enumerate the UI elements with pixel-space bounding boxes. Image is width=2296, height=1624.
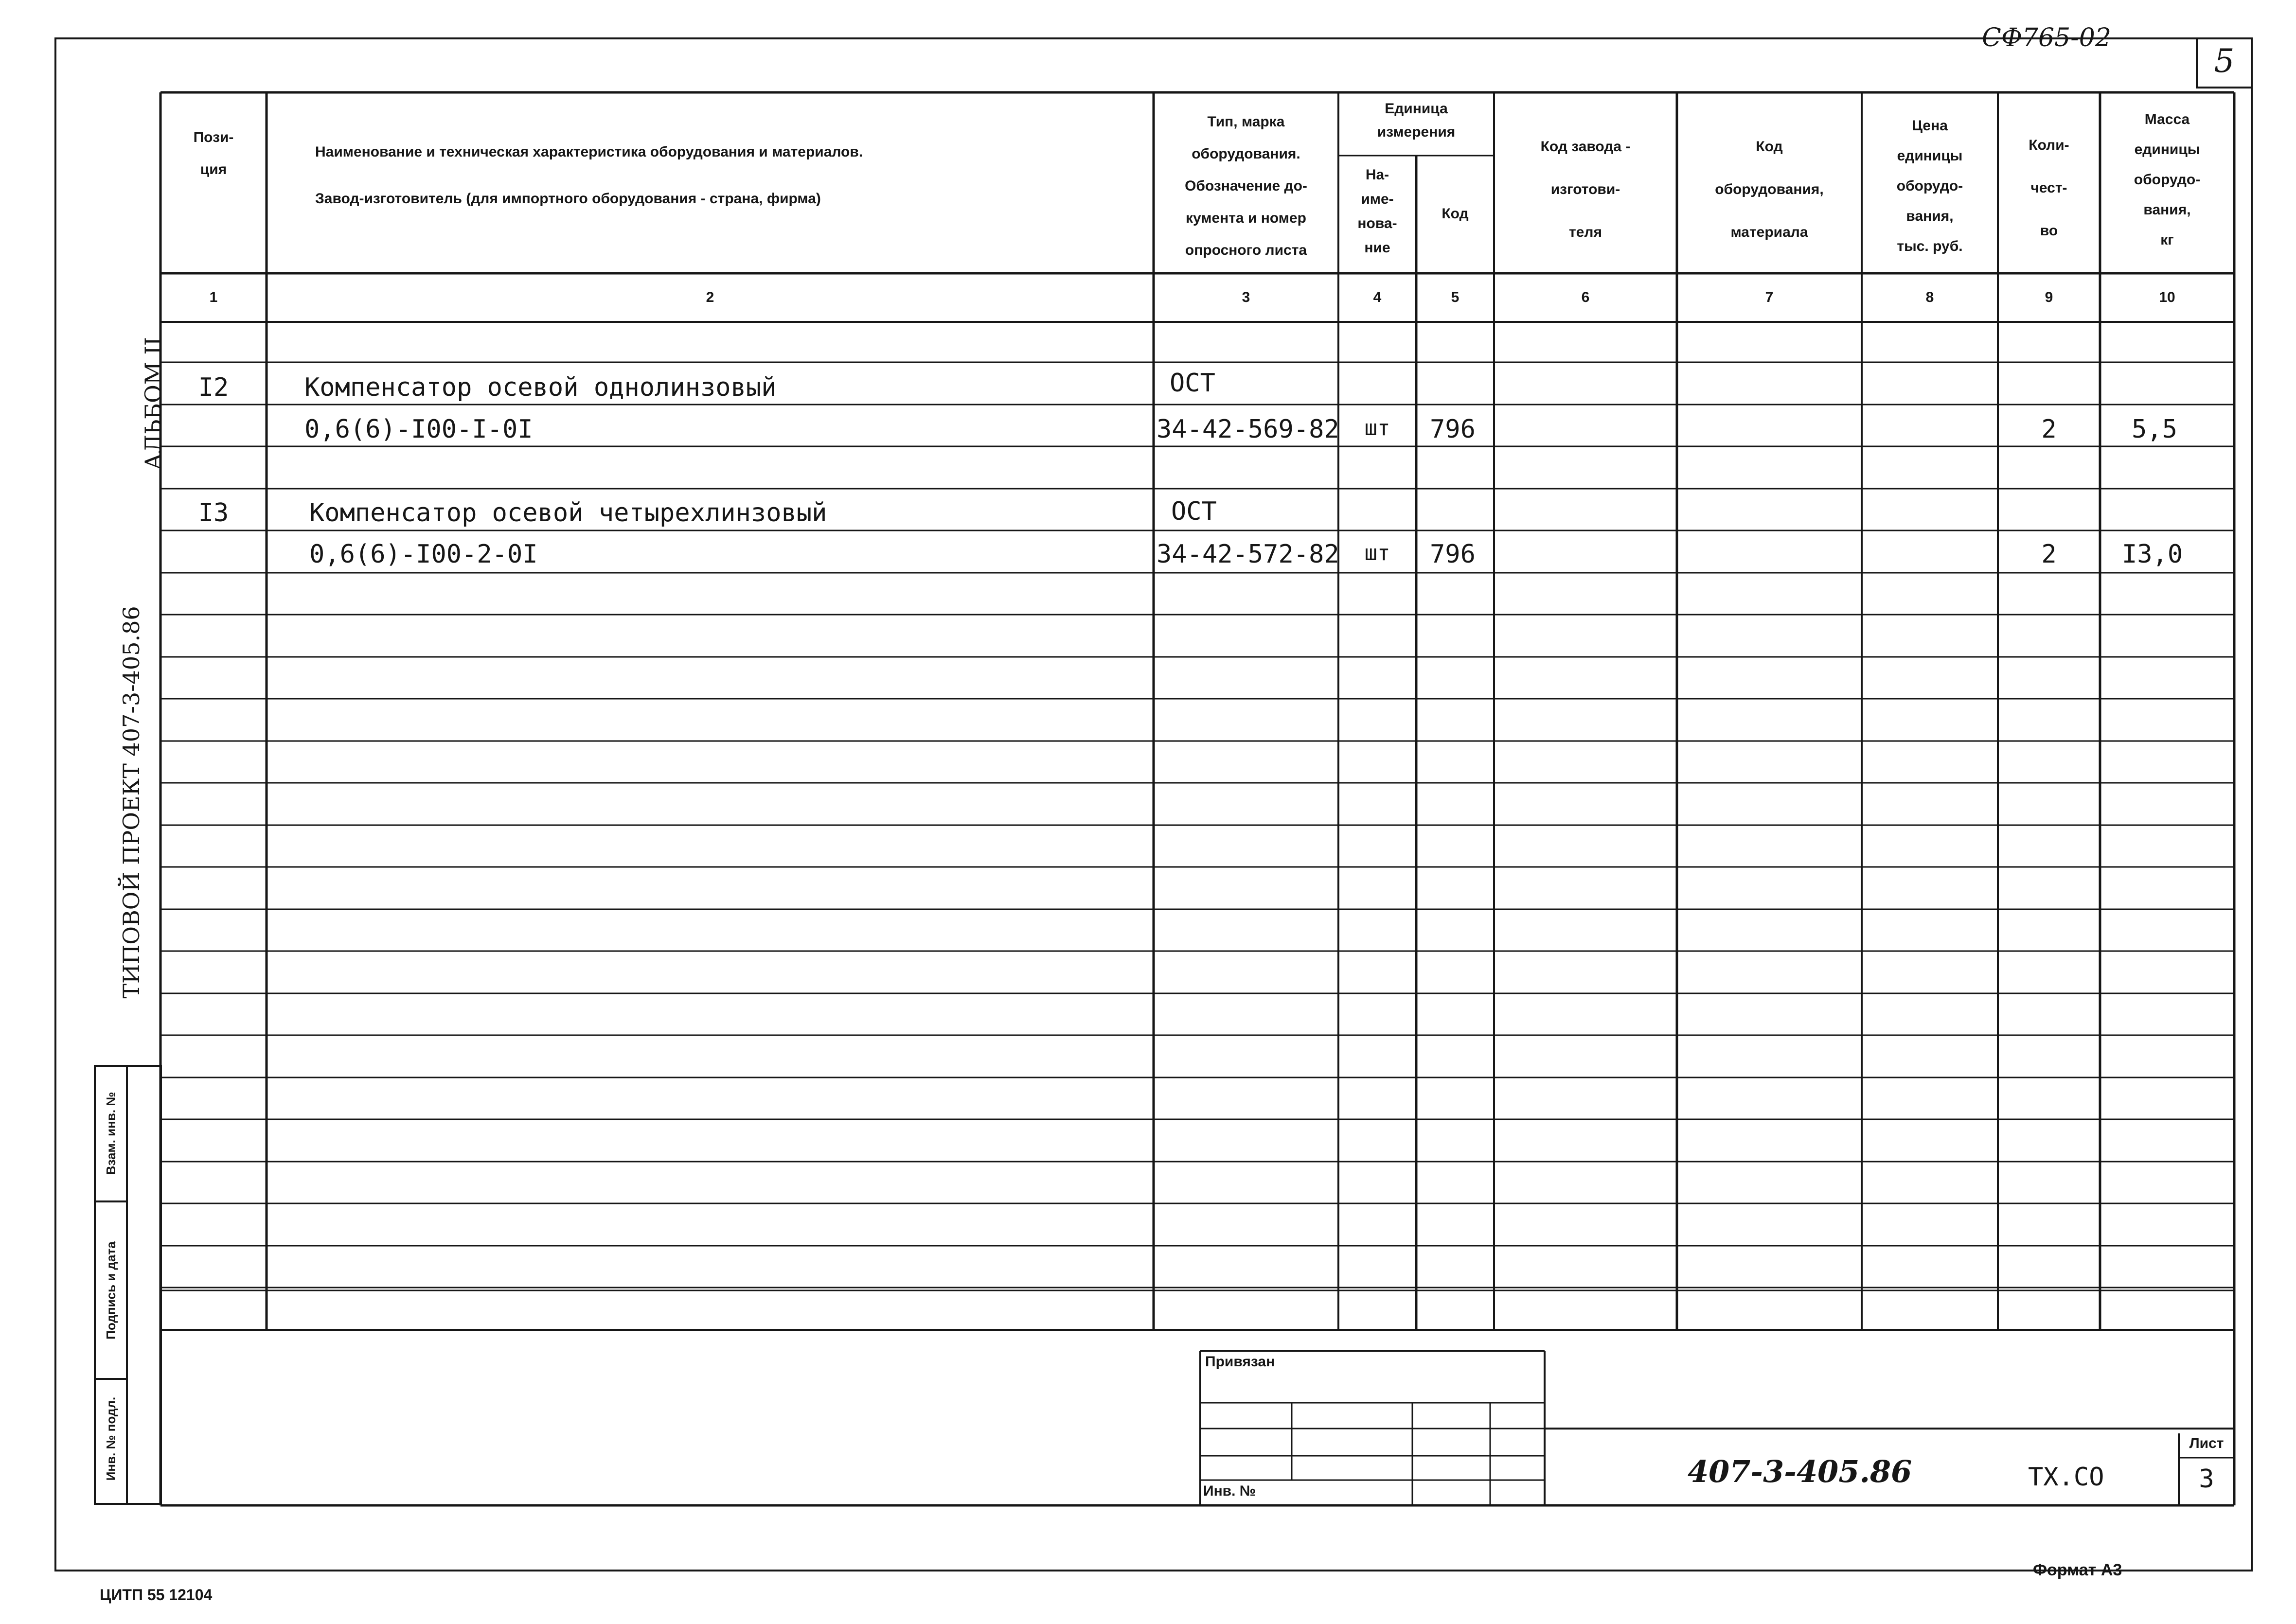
header-price-line: оборудо- xyxy=(1896,178,1963,194)
header-name-line: Наименование и техническая характеристика оборудования и материалов. xyxy=(315,144,863,160)
header-equipment-code xyxy=(1677,125,1862,254)
item-name: Компенсатор осевой однолинзовый xyxy=(304,373,777,402)
item-designation: 0,6(6)-I00-2-0I xyxy=(309,540,538,569)
linked-label: Привязан xyxy=(1205,1354,1275,1370)
column-number: 6 xyxy=(1581,289,1590,305)
header-mass-line: кг xyxy=(2160,232,2174,248)
item-unit: шт xyxy=(1364,416,1390,441)
header-name xyxy=(267,129,1154,222)
item-quantity: 2 xyxy=(2041,415,2057,444)
header-unit-group-line: измерения xyxy=(1377,124,1456,140)
item-quantity: 2 xyxy=(2041,540,2057,569)
corner-stamp: СФ765-02 xyxy=(1982,23,2111,53)
column-number: 10 xyxy=(2159,289,2175,305)
header-price-line: единицы xyxy=(1897,148,1963,164)
header-price-line: Цена xyxy=(1912,118,1948,134)
side-stamp-label-1: Взам. инв. № xyxy=(104,1092,118,1175)
header-unit-code: Код xyxy=(1442,206,1469,222)
item-standard: ОСТ xyxy=(1170,369,1215,398)
header-type-line: кумента и номер xyxy=(1185,210,1307,226)
header-type-line: опросного листа xyxy=(1185,242,1307,258)
column-number: 1 xyxy=(209,289,218,305)
corner-page-number: 5 xyxy=(2214,42,2235,80)
item-unit-code: 796 xyxy=(1430,540,1476,569)
column-number: 2 xyxy=(706,289,714,305)
header-mass-line: оборудо- xyxy=(2134,172,2201,188)
item-mass: 5,5 xyxy=(2132,415,2177,444)
header-factory-code xyxy=(1494,125,1677,254)
item-position: I3 xyxy=(198,498,229,528)
format-label: Формат А3 xyxy=(2033,1561,2122,1579)
header-price-line: тыс. руб. xyxy=(1897,238,1963,254)
header-type-line: Тип, марка xyxy=(1207,114,1285,130)
bottom-code: ЦИТП 55 12104 xyxy=(100,1586,213,1604)
header-type xyxy=(1154,106,1338,266)
header-unit-group-line: Единица xyxy=(1385,101,1448,117)
project-title: ТИПОВОЙ ПРОЕКТ 407-3-405.86 xyxy=(118,606,144,999)
header-equipment-code-line: материала xyxy=(1730,224,1808,240)
header-mass-line: Масса xyxy=(2144,111,2190,127)
album-title: АЛЬБОМ II xyxy=(140,337,166,470)
item-document: 34-42-572-82 xyxy=(1157,540,1339,569)
header-unit-name xyxy=(1338,163,1416,260)
header-equipment-code-line: Код xyxy=(1756,139,1783,155)
side-stamp-label-2: Подпись и дата xyxy=(104,1241,118,1340)
item-standard: ОСТ xyxy=(1171,497,1217,526)
header-quantity-line: во xyxy=(2040,223,2058,239)
header-mass-line: единицы xyxy=(2134,141,2200,158)
inventory-label: Инв. № xyxy=(1203,1483,1256,1499)
header-equipment-code-line: оборудования, xyxy=(1715,181,1824,197)
header-price xyxy=(1862,111,1998,262)
document-code: ТХ.СО xyxy=(2028,1463,2104,1492)
header-unit-name-line: ние xyxy=(1364,240,1390,256)
document-number: 407-3-405.86 xyxy=(1688,1454,1912,1489)
side-stamp-label-3: Инв. № подл. xyxy=(104,1396,118,1481)
header-quantity-line: чест- xyxy=(2030,180,2067,196)
item-mass: I3,0 xyxy=(2122,540,2183,569)
header-unit-name-line: име- xyxy=(1361,191,1394,207)
column-number: 9 xyxy=(2045,289,2053,305)
column-number: 7 xyxy=(1765,289,1774,305)
column-number: 8 xyxy=(1925,289,1934,305)
header-factory-code-line: изготови- xyxy=(1550,181,1620,197)
header-quantity-line: Коли- xyxy=(2029,137,2069,153)
header-type-line: Обозначение до- xyxy=(1185,178,1307,194)
column-number: 4 xyxy=(1373,289,1382,305)
sheet-number: 3 xyxy=(2199,1465,2214,1494)
item-unit: шт xyxy=(1364,541,1390,565)
header-type-line: оборудования. xyxy=(1192,146,1300,162)
column-number: 5 xyxy=(1451,289,1459,305)
header-unit-name-line: нова- xyxy=(1357,215,1397,231)
header-unit-name-line: На- xyxy=(1365,167,1389,183)
header-factory-code-line: Код завода - xyxy=(1540,139,1631,155)
column-number: 3 xyxy=(1242,289,1250,305)
item-document: 34-42-569-82 xyxy=(1157,415,1339,444)
header-quantity xyxy=(1998,124,2100,252)
sheet-label: Лист xyxy=(2189,1435,2224,1451)
header-factory-code-line: теля xyxy=(1569,224,1602,240)
header-name-line: Завод-изготовитель (для импортного оборудования - страна, фирма) xyxy=(315,191,821,207)
item-position: I2 xyxy=(198,373,229,402)
item-name: Компенсатор осевой четырехлинзовый xyxy=(309,498,827,528)
header-position-line: Пози- xyxy=(193,129,234,145)
item-designation: 0,6(6)-I00-I-0I xyxy=(304,415,533,444)
header-unit-group xyxy=(1338,97,1494,144)
item-unit-code: 796 xyxy=(1430,415,1476,444)
header-mass xyxy=(2100,105,2234,255)
header-position xyxy=(160,122,267,186)
header-mass-line: вания, xyxy=(2143,202,2191,218)
header-price-line: вания, xyxy=(1906,208,1954,224)
header-position-line: ция xyxy=(200,161,227,177)
